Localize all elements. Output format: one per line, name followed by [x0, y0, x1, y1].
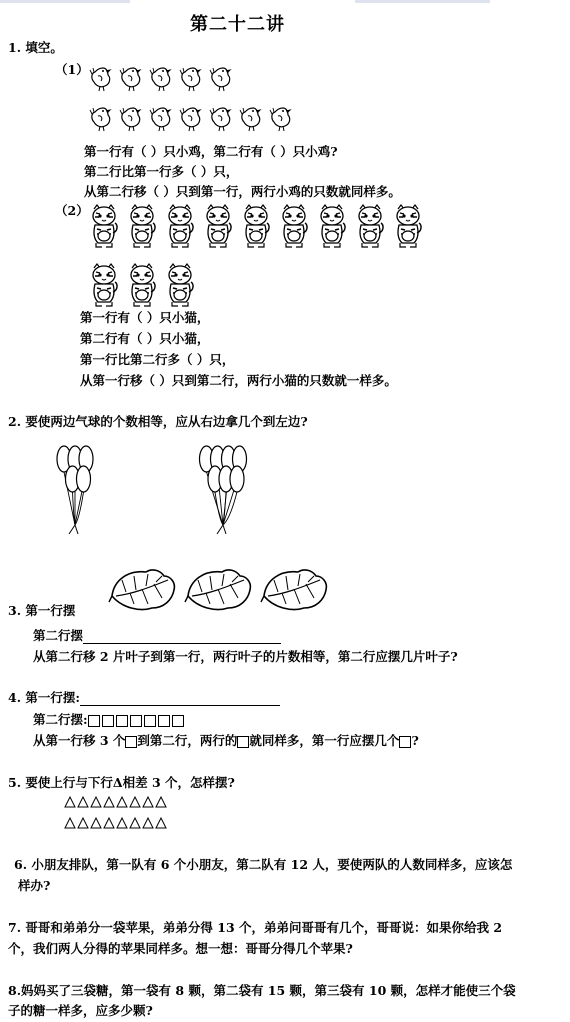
triangle-row-bottom [64, 817, 174, 829]
question-8-line2: 子的糖一样多，应多少颗? [8, 1003, 153, 1018]
cat-icon [354, 203, 386, 249]
question-6-line2: 样办? [18, 878, 51, 893]
triangle-icon [91, 818, 101, 828]
page-title: 第二十二讲 [190, 14, 285, 35]
triangle-icon [78, 818, 88, 828]
square-icon [116, 715, 128, 727]
leaf-icon [184, 566, 254, 618]
question-7-line1: 7. 哥哥和弟弟分一袋苹果，弟弟分得 13 个，弟弟问哥哥有几个，哥哥说：如果你给我 2 [8, 920, 503, 935]
q1-part2-line3: 第一行比第二行多（ ）只， [80, 352, 235, 367]
cat-row-1 [88, 203, 430, 249]
question-2-text: 2. 要使两边气球的个数相等，应从右边拿几个到左边? [8, 414, 308, 429]
triangle-icon [117, 797, 127, 807]
cat-icon [202, 203, 234, 249]
chick-row-2 [88, 102, 298, 132]
triangle-icon [78, 797, 88, 807]
chick-icon [148, 102, 174, 132]
q1-part1-line3: 从第二行移（ ）只到第一行，两行小鸡的只数就同样多。 [84, 184, 401, 199]
square-icon [158, 715, 170, 727]
question-7-line2: 个，我们两人分得的苹果同样多。想一想：哥哥分得几个苹果? [8, 941, 353, 956]
cat-icon [88, 203, 120, 249]
cat-icon [88, 262, 120, 308]
chick-icon [118, 62, 144, 92]
balloon-bunch-left [42, 443, 108, 535]
triangle-icon [156, 797, 166, 807]
question-1-label: 1. 填空。 [8, 40, 63, 55]
square-icon [125, 736, 137, 748]
triangle-icon [156, 818, 166, 828]
triangle-row-top [64, 796, 174, 808]
question-3-line1: 3. 第一行摆 [8, 603, 76, 618]
cat-icon [392, 203, 424, 249]
cat-icon [164, 203, 196, 249]
square-icon [88, 715, 100, 727]
cat-icon [126, 262, 158, 308]
q1-part1-line1: 第一行有（ ）只小鸡，第二行有（ ）只小鸡? [84, 144, 338, 159]
square-icon [144, 715, 156, 727]
triangle-icon [104, 818, 114, 828]
question-4-line2 [33, 712, 184, 728]
chick-icon [88, 102, 114, 132]
question-3-line2 [33, 628, 281, 644]
square-icon [172, 715, 184, 727]
q4-line3-part-b: 到第二行，两行的 [137, 733, 238, 748]
chick-icon [148, 62, 174, 92]
chick-icon [208, 102, 234, 132]
square-icon [130, 715, 142, 727]
chick-icon [178, 102, 204, 132]
triangle-icon [104, 797, 114, 807]
q3-answer-blank [83, 631, 281, 644]
q1-part2-line4: 从第一行移（ ）只到第二行，两行小猫的只数就一样多。 [80, 373, 397, 388]
triangle-icon [143, 797, 153, 807]
cat-icon [316, 203, 348, 249]
chick-icon [178, 62, 204, 92]
balloon-bunch-right [183, 443, 263, 535]
balloon-icon [230, 466, 244, 492]
cat-row-2 [88, 262, 202, 308]
q1-part2-line2: 第二行有（ ）只小猫， [80, 331, 210, 346]
top-divider-right [355, 0, 490, 3]
square-icon [102, 715, 114, 727]
question-4-line1 [8, 690, 280, 706]
chick-icon [118, 102, 144, 132]
question-3-line3: 从第二行移 2 片叶子到第一行，两行叶子的片数相等，第二行应摆几片叶子? [33, 649, 458, 664]
chick-icon [208, 62, 234, 92]
square-icon [399, 736, 411, 748]
leaf-row [108, 566, 336, 618]
triangle-icon [91, 797, 101, 807]
chick-row-1 [88, 62, 238, 92]
chick-icon [268, 102, 294, 132]
triangle-icon [65, 818, 75, 828]
q3-line2-label: 第二行摆 [33, 628, 84, 643]
triangle-icon [130, 818, 140, 828]
question-6-line1: 6. 小朋友排队，第一队有 6 个小朋友，第二队有 12 人，要使两队的人数同样多，应该怎 [14, 857, 513, 872]
cat-icon [278, 203, 310, 249]
q1-part2-line1: 第一行有（ ）只小猫， [80, 310, 210, 325]
chick-icon [88, 62, 114, 92]
question-8-line1: 8.妈妈买了三袋糖，第一袋有 8 颗，第二袋有 15 颗，第三袋有 10 颗，怎样才能使三个袋 [8, 983, 516, 998]
cat-icon [126, 203, 158, 249]
cat-icon [164, 262, 196, 308]
leaf-icon [108, 566, 178, 618]
chick-icon [238, 102, 264, 132]
q4-line2-label: 第二行摆: [33, 712, 88, 727]
q4-line1-label: 4. 第一行摆: [8, 690, 81, 705]
top-divider-left [0, 0, 130, 3]
triangle-icon [130, 797, 140, 807]
question-4-line3 [33, 733, 419, 749]
q1-part1-line2: 第二行比第一行多（ ）只， [84, 164, 239, 179]
leaf-icon [260, 566, 330, 618]
q4-answer-blank [80, 693, 280, 706]
q1-part2-number: （2） [55, 203, 89, 218]
triangle-icon [143, 818, 153, 828]
q1-part1-number: （1） [55, 62, 89, 77]
q4-line3-part-a: 从第一行移 3 个 [33, 733, 126, 748]
q4-line3-part-c: 就同样多，第一行应摆几个 [249, 733, 400, 748]
square-icon [237, 736, 249, 748]
triangle-icon [65, 797, 75, 807]
q4-line3-part-d: ? [411, 733, 419, 748]
balloon-icon [77, 466, 91, 492]
question-5-text: 5. 要使上行与下行Δ相差 3 个，怎样摆? [8, 775, 235, 790]
cat-icon [240, 203, 272, 249]
q4-square-row [88, 715, 184, 727]
triangle-icon [117, 818, 127, 828]
